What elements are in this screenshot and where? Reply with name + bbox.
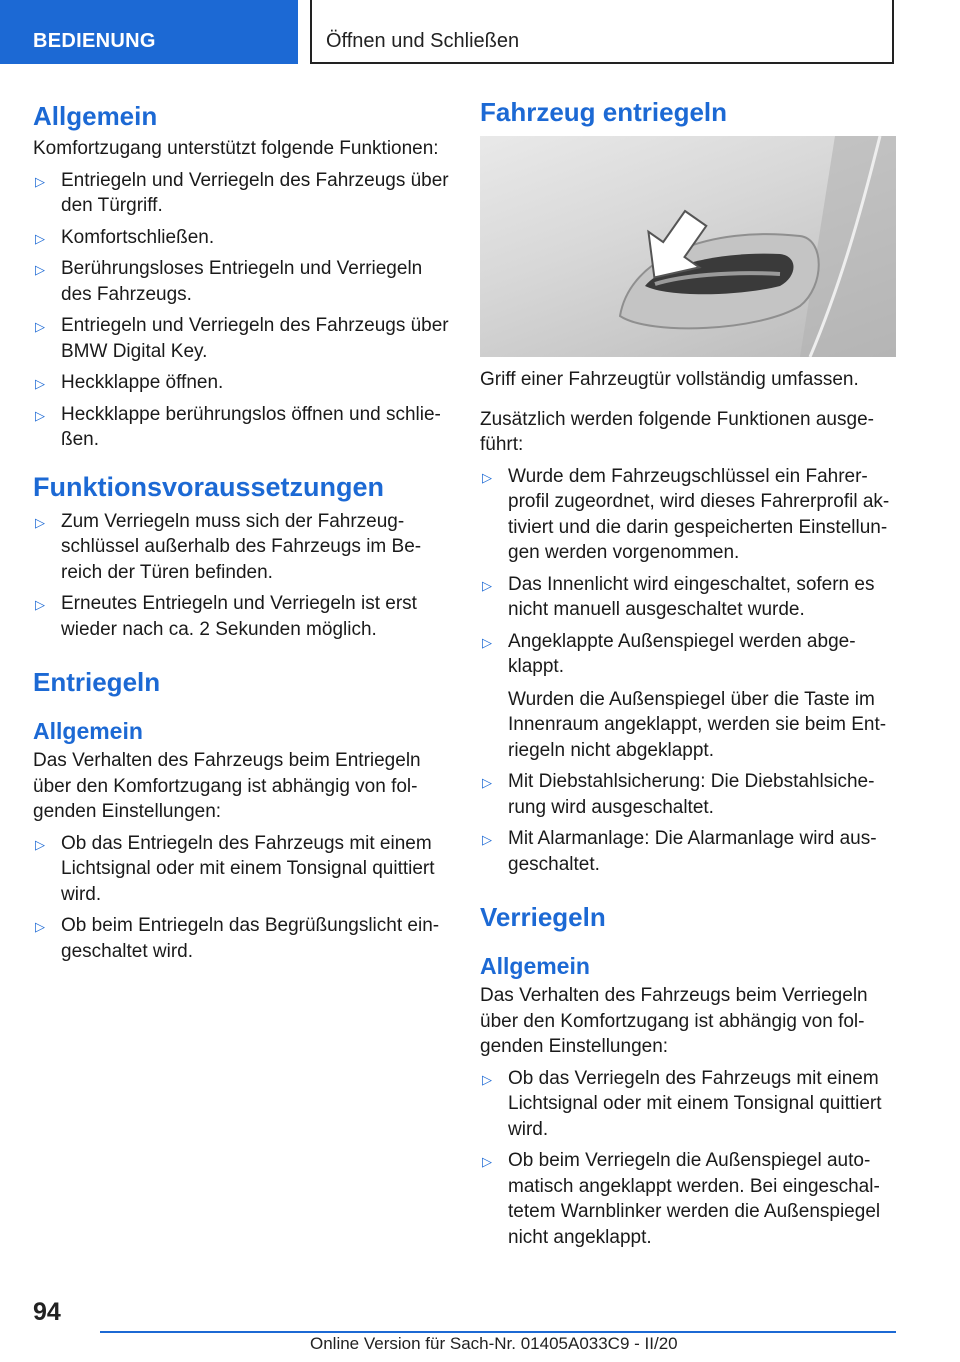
chapter-header xyxy=(310,0,894,64)
door-handle-drawing xyxy=(480,136,896,357)
list-item: ▷ Ob beim Verriegeln die Außenspiegel auto‐ matisch angeklappt werden. Bei eingeschal‐ tetem Warnblinker werden die Außenspiegel nicht angeklappt. xyxy=(482,1150,881,1248)
unlock-heading: Entriegeln xyxy=(33,667,161,697)
bullet-triangle-icon: ▷ xyxy=(35,919,45,934)
bullet-triangle-icon: ▷ xyxy=(482,577,492,593)
list-item: ▷ Entriegeln und Verriegeln des Fahrzeugs über BMW Digital Key. xyxy=(35,315,449,362)
list-item: ▷ Wurde dem Fahrzeugschlüssel ein Fahrer‐ profil zugeordnet, wird dieses Fahrerprofil ak‐ tiviert und die darin gespeicherten Einstellun‐ gen werden vorgenommen. xyxy=(482,465,890,563)
list-item: ▷ Mit Diebstahlsicherung: Die Diebstahlsiche‐ rung wird ausgeschaltet. xyxy=(482,771,875,818)
additional-list xyxy=(480,464,896,878)
section-label: BEDIENUNG xyxy=(33,30,156,52)
lock-sub-heading: Allgemein xyxy=(480,953,590,979)
additional-intro: Zusätzlich werden folgende Funktionen ausge‐ führt: xyxy=(480,408,874,455)
bullet-triangle-icon: ▷ xyxy=(35,173,45,189)
prerequisites-list xyxy=(33,509,449,643)
general-list xyxy=(33,168,449,453)
bullet-triangle-icon: ▷ xyxy=(35,230,45,246)
right-column xyxy=(480,96,896,1250)
bullet-triangle-icon: ▷ xyxy=(35,376,45,391)
general-heading: Allgemein xyxy=(33,101,158,131)
bullet-triangle-icon: ▷ xyxy=(35,514,45,530)
list-item: ▷ Heckklappe berührungslos öffnen und schlie‐ ßen. xyxy=(35,403,441,450)
list-item: ▷ Komfortschließen. xyxy=(33,225,449,251)
bullet-triangle-icon: ▷ xyxy=(35,319,45,334)
list-item: ▷ Erneutes Entriegeln und Verriegeln ist erst wieder nach ca. 2 Sekunden möglich. xyxy=(35,593,417,640)
bullet-triangle-icon: ▷ xyxy=(35,262,45,277)
list-item: ▷ Heckklappe öffnen. xyxy=(33,370,449,396)
list-item: ▷ Ob beim Entriegeln das Begrüßungslicht ein‐ geschaltet wird. xyxy=(35,915,440,962)
footer-version-text: Online Version für Sach-Nr. 01405A033C9 - II/20 xyxy=(310,1334,678,1353)
list-item: ▷ Ob das Verriegeln des Fahrzeugs mit einem Lichtsignal oder mit einem Tonsignal quittiert wird. xyxy=(482,1067,882,1140)
bullet-triangle-icon: ▷ xyxy=(482,469,492,485)
unlock-vehicle-heading: Fahrzeug entriegeln xyxy=(480,97,728,127)
list-item: ▷ Angeklappte Außenspiegel werden abge‐ klappt. Wurden die Außenspiegel über die Taste im Innenraum angeklappt, werden sie beim Ent‐ riegeln nicht abgeklappt. xyxy=(480,629,896,764)
section-tab xyxy=(0,0,298,64)
chapter-title: Öffnen und Schließen xyxy=(326,30,520,52)
bullet-triangle-icon: ▷ xyxy=(482,1071,492,1087)
list-item: ▷ Mit Alarmanlage: Die Alarmanlage wird aus‐ geschaltet. xyxy=(482,828,877,875)
bullet-triangle-icon: ▷ xyxy=(35,836,45,852)
unlock-list xyxy=(33,831,449,965)
left-column xyxy=(33,100,449,964)
bullet-triangle-icon: ▷ xyxy=(482,775,492,790)
list-item-note: Wurden die Außenspiegel über die Taste im Innenraum angeklappt, werden sie beim Ent‐ riegeln nicht abgeklappt. xyxy=(508,688,887,761)
door-handle-illustration xyxy=(480,136,896,357)
bullet-triangle-icon: ▷ xyxy=(35,407,45,423)
unlock-sub-heading: Allgemein xyxy=(33,718,143,744)
lock-intro: Das Verhalten des Fahrzeugs beim Verriegeln über den Komfortzugang ist abhängig von fol‐ genden Einstellungen: xyxy=(480,985,868,1057)
lock-heading: Verriegeln xyxy=(480,902,606,932)
bullet-triangle-icon: ▷ xyxy=(35,597,45,612)
page-number: 94 xyxy=(33,1298,61,1326)
general-intro: Komfortzugang unterstützt folgende Funktionen: xyxy=(33,138,439,159)
list-item: ▷ Das Innenlicht wird eingeschaltet, sofern es nicht manuell ausgeschaltet wurde. xyxy=(482,573,875,620)
lock-list xyxy=(480,1066,896,1251)
grip-instruction: Griff einer Fahrzeugtür vollständig umfassen. xyxy=(480,369,859,390)
unlock-intro: Das Verhalten des Fahrzeugs beim Entriegeln über den Komfortzugang ist abhängig von fol‐ genden Einstellungen: xyxy=(33,750,421,822)
list-item: ▷ Berührungsloses Entriegeln und Verriegeln des Fahrzeugs. xyxy=(35,258,423,305)
list-item: ▷ Ob das Entriegeln des Fahrzeugs mit einem Lichtsignal oder mit einem Tonsignal quittiert wird. xyxy=(35,832,435,905)
footer-divider xyxy=(100,1331,896,1333)
prerequisites-heading: Funktionsvoraussetzungen xyxy=(33,471,385,502)
bullet-triangle-icon: ▷ xyxy=(482,1154,492,1169)
list-item: ▷ Zum Verriegeln muss sich der Fahrzeug‐ schlüssel außerhalb des Fahrzeugs im Be‐ reich der Türen befinden. xyxy=(35,510,422,583)
bullet-triangle-icon: ▷ xyxy=(482,634,492,650)
bullet-triangle-icon: ▷ xyxy=(482,832,492,847)
list-item: ▷ Entriegeln und Verriegeln des Fahrzeugs über den Türgriff. xyxy=(35,169,449,216)
